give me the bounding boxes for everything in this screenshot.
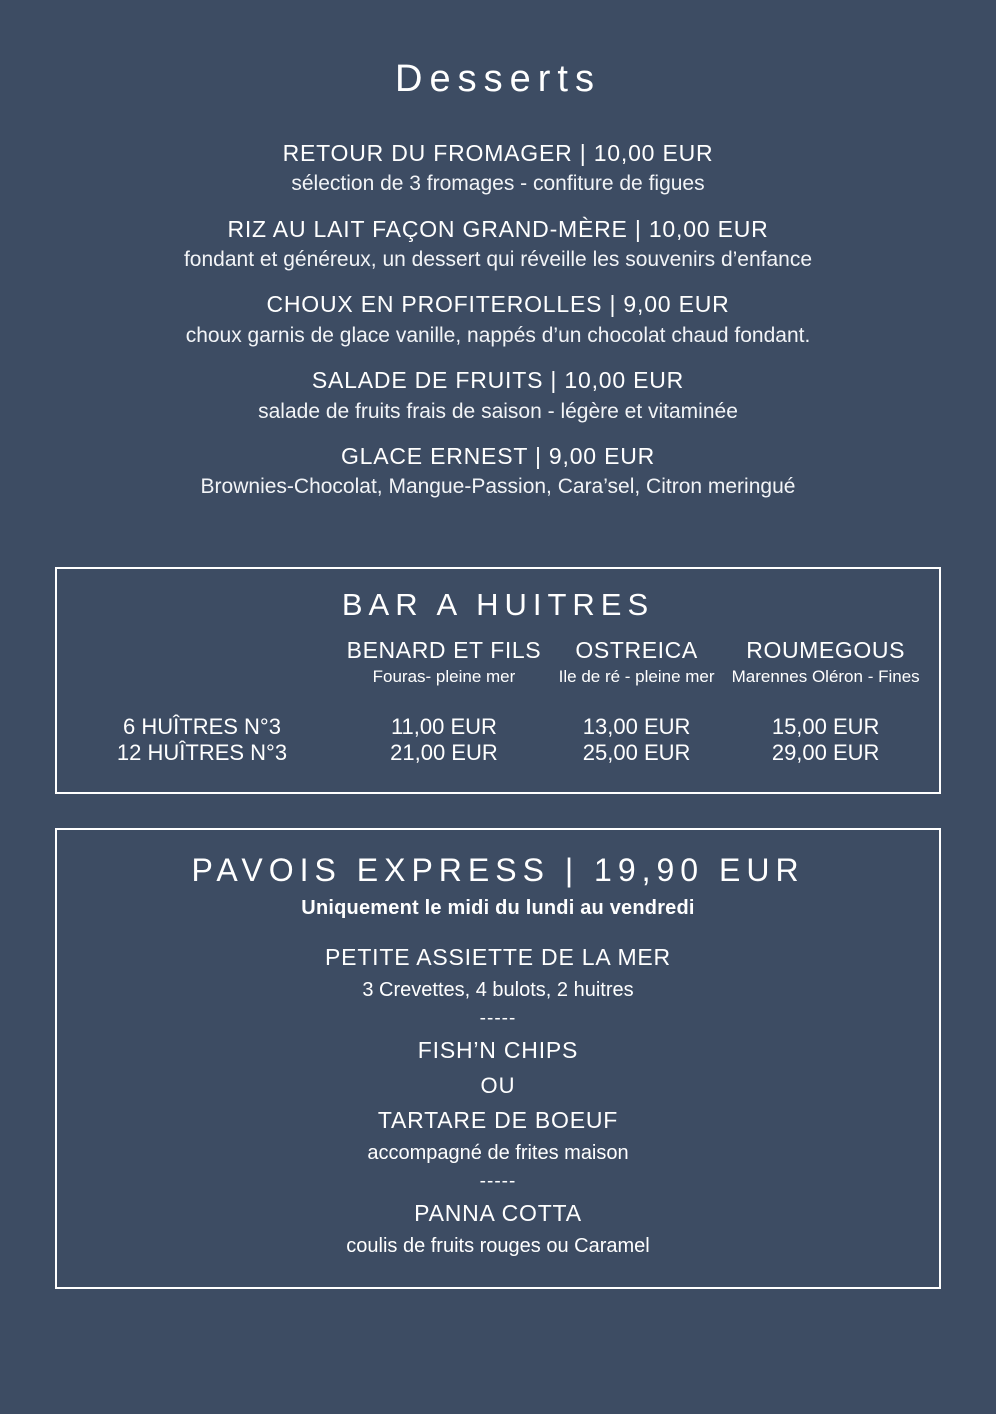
price-cell: 15,00 EUR (771, 714, 880, 740)
producer-name: BENARD ET FILS (346, 636, 542, 663)
page-title: Desserts (395, 58, 601, 100)
quantity-label: 6 HUÎTRES N°3 (123, 714, 281, 740)
list-item (30, 366, 966, 425)
oyster-price-table (67, 637, 929, 767)
express-choice-connector: OU (480, 1072, 516, 1098)
dessert-description: choux garnis de glace vanille, nappés d’un chocolat chaud fondant. (185, 323, 811, 347)
express-course-description: accompagné de frites maison (367, 1141, 629, 1164)
dessert-name: CHOUX EN PROFITEROLLES | 9,00 EUR (266, 291, 730, 318)
express-course: TARTARE DE BOEUF (377, 1107, 619, 1134)
producer-column-header (722, 637, 929, 715)
dessert-description: Brownies-Chocolat, Mangue-Passion, Cara’sel, Citron meringué (200, 475, 796, 499)
dessert-name: RETOUR DU FROMAGER | 10,00 EUR (282, 140, 714, 166)
table-row (67, 740, 929, 766)
producer-origin: Marennes Oléron - Fines (731, 667, 920, 687)
separator: ----- (479, 1170, 517, 1192)
dessert-description: salade de fruits frais de saison - légère et vitaminée (258, 399, 738, 423)
separator: ----- (479, 1007, 517, 1029)
oyster-bar-title: BAR A HUITRES (341, 586, 655, 622)
express-menu-lines (67, 940, 929, 1260)
dessert-name: GLACE ERNEST | 9,00 EUR (340, 442, 656, 469)
producer-name: OSTREICA (575, 636, 698, 663)
express-course-description: coulis de fruits rouges ou Caramel (346, 1234, 650, 1257)
desserts-list (30, 139, 966, 501)
oyster-bar-section (55, 567, 941, 795)
list-item (30, 139, 966, 198)
producer-name: ROUMEGOUS (746, 636, 906, 663)
price-cell: 21,00 EUR (390, 740, 498, 766)
table-header-row (67, 637, 929, 715)
express-course: PETITE ASSIETTE DE LA MER (325, 944, 671, 971)
price-cell: 25,00 EUR (582, 740, 691, 766)
producer-column-header (337, 637, 551, 715)
express-menu-subtitle: Uniquement le midi du lundi au vendredi (301, 897, 695, 920)
list-item (30, 215, 966, 274)
dessert-name: SALADE DE FRUITS | 10,00 EUR (311, 367, 685, 394)
producer-origin: Ile de ré - pleine mer (558, 667, 715, 687)
price-cell: 11,00 EUR (390, 714, 497, 740)
express-course-description: 3 Crevettes, 4 bulots, 2 huitres (362, 978, 634, 1001)
express-course: PANNA COTTA (414, 1200, 582, 1227)
express-menu-section (55, 828, 941, 1288)
price-cell: 13,00 EUR (582, 714, 691, 740)
producer-column-header (551, 637, 722, 715)
price-cell: 29,00 EUR (771, 740, 880, 766)
dessert-name: RIZ AU LAIT FAÇON GRAND-MÈRE | 10,00 EUR (227, 215, 769, 242)
express-course: FISH’N CHIPS (417, 1037, 579, 1064)
producer-origin: Fouras- pleine mer (372, 667, 516, 687)
dessert-description: sélection de 3 fromages - confiture de figues (291, 172, 705, 196)
quantity-label: 12 HUÎTRES N°3 (116, 740, 288, 766)
list-item (30, 442, 966, 501)
list-item (30, 290, 966, 349)
dessert-description: fondant et généreux, un dessert qui réveille les souvenirs d’enfance (183, 248, 813, 272)
table-row (67, 714, 929, 740)
table-corner-cell (67, 637, 337, 715)
express-menu-title: PAVOIS EXPRESS | 19,90 EUR (191, 852, 805, 889)
